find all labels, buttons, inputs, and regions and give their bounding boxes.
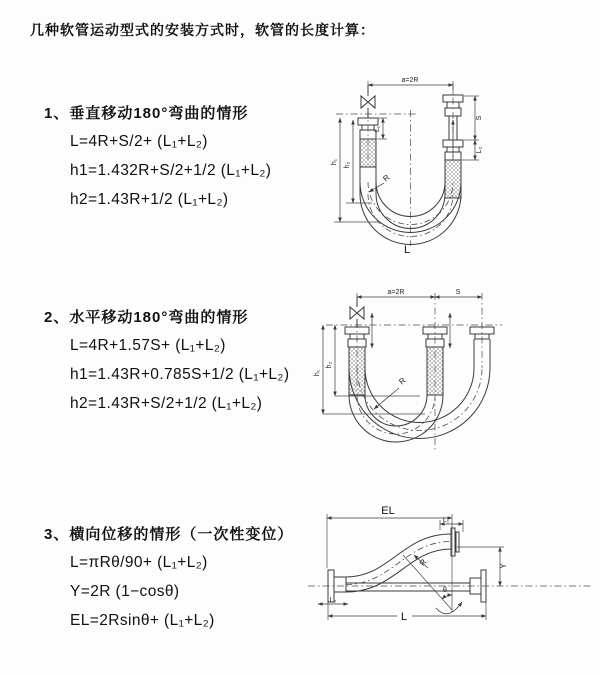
label-s: S (476, 115, 483, 121)
dimension-l2 (318, 597, 348, 604)
dimension-h1 (331, 118, 378, 222)
label-l: L (403, 244, 411, 256)
label-h2: h₂ (326, 361, 333, 369)
dimension-a2r (357, 289, 435, 303)
formula-h1: h1=1.43R+0.785S+1/2 (L₁+L₂) (70, 366, 290, 383)
section-3-heading: 3、横向位移的情形（一次性变位） (44, 526, 294, 543)
dimension-fitting-lengths (372, 313, 450, 348)
label-a2r: a=2R (401, 77, 419, 84)
section-3-formulas (70, 554, 293, 630)
formula-h1: h1=1.432R+S/2+1/2 (L₁+L₂) (70, 162, 272, 179)
label-s: S (455, 289, 461, 296)
label-l2: L₂ (329, 597, 337, 604)
section-lateral-displacement (44, 523, 293, 641)
page-title: 几种软管运动型式的安装方式时，软管的长度计算： (30, 22, 375, 38)
section-horizontal-movement (44, 306, 289, 424)
formula-length: L=πRθ/90+ (L₁+L₂) (70, 554, 208, 571)
dimension-h1 (314, 325, 425, 414)
label-el: EL (381, 505, 395, 517)
formula-h2: h2=1.43R+S/2+1/2 (L₁+L₂) (70, 395, 263, 412)
label-h2: h₂ (344, 161, 351, 169)
label-l1: L₁ (374, 125, 381, 133)
formula-length: L=4R+1.57S+ (L₁+L₂) (70, 337, 226, 354)
diagram-lateral-displacement (300, 498, 600, 648)
section-vertical-movement (44, 102, 271, 220)
diagram-horizontal-180-bend (312, 283, 597, 468)
dimension-r (369, 173, 392, 192)
label-r: R (381, 172, 392, 184)
label-r: R (417, 557, 429, 568)
label-l: L (400, 611, 408, 623)
valve-icon (350, 297, 364, 327)
hose-u-bend (349, 368, 490, 442)
formula-y: Y=2R (1−cosθ) (70, 583, 180, 600)
section-2-formulas (70, 337, 289, 413)
right-fitting (443, 95, 463, 198)
formula-el: EL=2Rsinθ+ (L₁+L₂) (70, 612, 215, 629)
dimension-el (327, 505, 452, 612)
diagram-vertical-180-bend (318, 70, 590, 262)
label-h1: h₁ (331, 158, 338, 166)
dimension-h2 (326, 325, 420, 396)
dimension-l (328, 602, 486, 623)
hose-displaced-position (346, 528, 459, 592)
label-r: R (397, 375, 408, 387)
formula-length: L=4R+S/2+ (L₁+L₂) (70, 133, 208, 150)
formula-h2: h2=1.43R+1/2 (L₁+L₂) (70, 191, 229, 208)
label-l1: L₁ (442, 517, 450, 524)
section-2-heading: 2、水平移动180°弯曲的情形 (44, 309, 249, 326)
label-a2r: a=2R (387, 289, 405, 296)
dimension-s (464, 96, 483, 140)
dimension-l2 (462, 140, 483, 160)
label-theta: θ (443, 587, 447, 594)
section-1-heading: 1、垂直移动180°弯曲的情形 (44, 105, 249, 122)
label-l2: L₂ (476, 146, 483, 154)
dimension-s (435, 289, 482, 297)
valve-icon (361, 85, 375, 118)
section-1-formulas (70, 133, 271, 209)
label-y: Y (499, 563, 508, 569)
label-h1: h₁ (314, 369, 321, 377)
dimension-a2r (368, 77, 453, 94)
dimension-y (457, 547, 508, 586)
